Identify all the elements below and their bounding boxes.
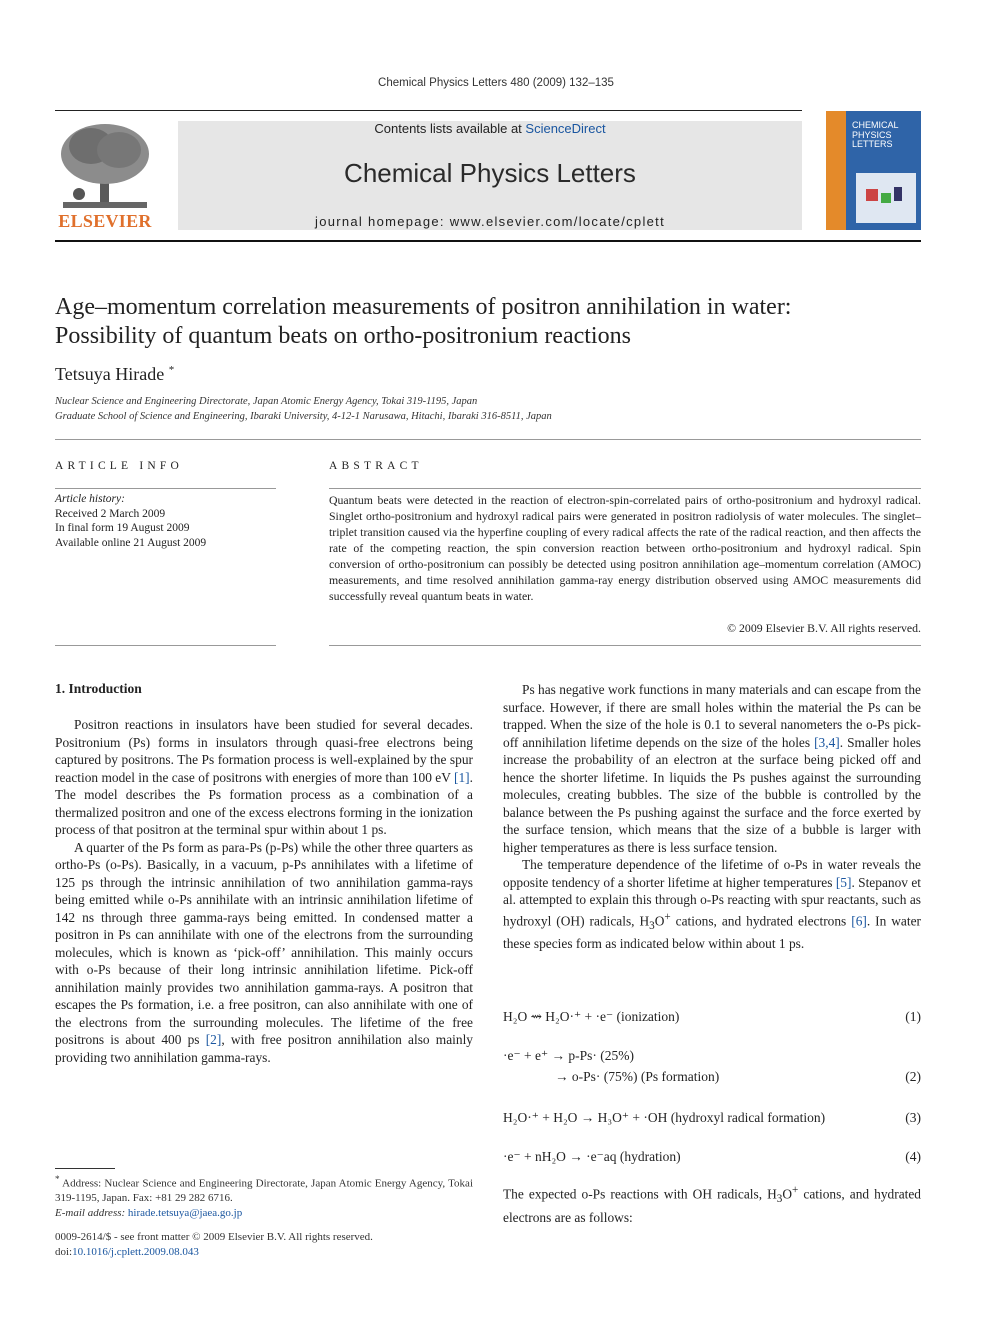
intro-paragraph-4: The temperature dependence of the lifetime of o-Ps in water reveals the opposite tendency of a shorter lifetime at higher temperatures [5]. Stepanov et al. attempted to explain this through o-Ps reacting with spur reactants, such as hydroxyl (OH) radicals, $H_3O^+$ cations, and hydrated electrons [6]. In water these species form as indicated below within about 1 ps.	[503, 857, 922, 952]
author-footnote: * Address: Nuclear Science and Engineering Directorate, Japan Atomic Energy Agency, Tokai 319-1195, Japan. Fax: +81 29 282 6716. E-mail address: hirade.tetsuya@jaea.go.jp	[55, 1174, 473, 1219]
article-title: Age–momentum correlation measurements of positron annihilation in water: Possibility of quantum beats on ortho-positronium reactions	[55, 294, 792, 349]
header-bottom-rule	[55, 240, 921, 242]
journal-title: Chemical Physics Letters	[344, 158, 636, 188]
received-date: Received 2 March 2009	[55, 507, 166, 520]
footnote-rule	[55, 1168, 115, 1169]
journal-homepage[interactable]: journal homepage: www.elsevier.com/locate/cplett	[315, 214, 665, 229]
contents-line	[178, 121, 802, 136]
front-matter: 0009-2614/$ - see front matter © 2009 Elsevier B.V. All rights reserved. doi:10.1016/j.cplett.2009.08.043	[55, 1231, 373, 1258]
final-form-date: In final form 19 August 2009	[55, 522, 190, 534]
citation-6[interactable]: [6]	[851, 912, 867, 928]
equation-2a: ·e⁻ + e⁺ → p-Ps· (25%)	[503, 1048, 634, 1063]
article-info-bottom-rule	[55, 645, 276, 646]
author-name: Tetsuya Hirade *	[55, 364, 175, 384]
header-top-rule	[55, 110, 802, 111]
online-date: Available online 21 August 2009	[55, 536, 207, 549]
abstract-rule	[329, 488, 921, 489]
affiliation-1: Nuclear Science and Engineering Directorate, Japan Atomic Energy Agency, Tokai 319-1195, Japan	[55, 396, 478, 407]
sciencedirect-link[interactable]: ScienceDirect	[525, 121, 606, 136]
section-heading-introduction: 1. Introduction	[55, 681, 142, 696]
abstract-bottom-rule	[329, 645, 921, 646]
equation-1: H₂O ⇝ H₂O·⁺ + ·e⁻ (ionization) (1)	[503, 1009, 921, 1024]
intro-paragraph-2: A quarter of the Ps form as para-Ps (p-Ps) while the other three quarters as ortho-Ps (o-Ps). Basically, in a vacuum, p-Ps annihilates with a lifetime of 125 ps through the intrinsic annihilation of two annihilation gamma-rays being emitted while o-Ps annihilate with an intrinsic annihilation lifetime of 142 ns through three gamma-rays being emitted. In condensed matter a positron in Ps can annihilate with one of the electrons from the surrounding molecules, which is known as ‘pick-off’ annihilation. This mainly occurs with o-Ps because of their long intrinsic annihilation lifetime. Pick-off annihilation mainly provides two annihilation gamma-rays. A positron that escapes the Ps formation, i.e. a free positron, can also annihilate with one of the electrons from the surrounding molecules. The lifetime of the free positrons is about 400 ps [2], with free positron annihilation also mainly providing two annihilation gamma-rays.	[55, 839, 474, 1065]
author-email-link[interactable]: hirade.tetsuya@jaea.go.jp	[127, 1206, 243, 1219]
intro-paragraph-1: Positron reactions in insulators have been studied for several decades. Positronium (Ps) forms in insulators through quasi-free electrons being captured by positrons. The Ps formation process is well-explained by the spur reaction model in the case of positrons with energies of more than 100 eV [1]. The model describes the Ps formation process as a combination of a thermalized positron and one of the excess electrons forming in the ionization process of that positron at the terminal spur within about 1 ps.	[55, 717, 473, 837]
affiliation-2: Graduate School of Science and Engineering, Ibaraki University, 4-12-1 Narusawa, Hitachi, Ibaraki 316-8511, Japan	[55, 411, 552, 422]
equation-3-number: (3)	[905, 1110, 921, 1125]
article-info-rule	[55, 488, 276, 489]
right-column-body	[503, 681, 921, 953]
journal-cover-thumbnail	[826, 111, 921, 230]
citation-5[interactable]: [5]	[835, 874, 852, 890]
equation-4-number: (4)	[905, 1149, 921, 1164]
equation-2-number: (2)	[905, 1069, 921, 1084]
contents-prefix: Contents lists available at	[374, 121, 526, 136]
article-info-heading: ARTICLE INFO	[55, 460, 183, 472]
abstract-heading: ABSTRACT	[329, 460, 423, 472]
after-equations-text: The expected o-Ps reactions with OH radicals, $H_3O^+$ cations, and hydrated electrons are as follows:	[503, 1184, 921, 1225]
title-block-rule	[55, 439, 921, 440]
citation-3-4[interactable]: [3,4]	[814, 734, 840, 750]
citation-1[interactable]: [1]	[454, 769, 470, 785]
intro-paragraph-3: Ps has negative work functions in many materials and can escape from the surface. However, if there are small holes within the material the Ps can be trapped. When the size of the hole is 0.1 to several nanometers the o-Ps pick-off annihilation lifetime depends on the size of the holes [3,4]. Smaller holes increase the probability of an electron at the surface being picked off and hence the shorter lifetime. In liquids the Ps pushes against the surrounding molecules, creating bubbles. The size of the bubble is controlled by the balance between the Ps pushing against the surface and the force exerted by the surface tension, which means that the size of a bubble is larger with higher temperatures as there is less surface tension.	[503, 682, 921, 855]
equation-3: H₂O·⁺ + H₂O → H₃O⁺ + ·OH (hydroxyl radical formation) (3)	[503, 1110, 921, 1125]
publisher-wordmark: ELSEVIER	[58, 211, 152, 231]
history-label: Article history:	[55, 493, 125, 505]
abstract-text: Quantum beats were detected in the reaction of electron-spin-correlated pairs of ortho-positronium and hydroxyl radical. Singlet ortho-positronium and hydroxyl radical pairs were generated in positron radiolysis of water molecules. The singlet–triplet transition caused via the hyperfine coupling of every radical affects the rate of the radical reaction, and then affects the rate of the competing reaction, the spin conversion reaction between ortho-positronium and hydroxyl radical. Spin conversion of ortho-positronium can possibly be detected using positron annihilation age–momentum correlation (AMOC) measurements, and time resolved annihilation gamma-ray energy distribution observed using AMOC measurements did successfully reveal quantum beats in water.	[329, 493, 921, 603]
cover-title: CHEMICAL PHYSICS LETTERS	[852, 120, 899, 149]
abstract-copyright: © 2009 Elsevier B.V. All rights reserved.	[727, 621, 921, 635]
equation-1-number: (1)	[905, 1009, 921, 1024]
citation-2[interactable]: [2]	[205, 1032, 222, 1047]
doi-link[interactable]: 10.1016/j.cplett.2009.08.043	[72, 1245, 199, 1258]
article-history	[55, 492, 276, 550]
left-column-body	[55, 716, 473, 1066]
equation-4: ·e⁻ + nH₂O → ·e⁻aq (hydration) (4)	[503, 1149, 921, 1164]
running-head: Chemical Physics Letters 480 (2009) 132–135	[378, 77, 614, 89]
author-footnote-mark[interactable]: *	[168, 364, 175, 376]
equation-2b: → o-Ps· (75%) (Ps formation) (2)	[555, 1069, 921, 1084]
